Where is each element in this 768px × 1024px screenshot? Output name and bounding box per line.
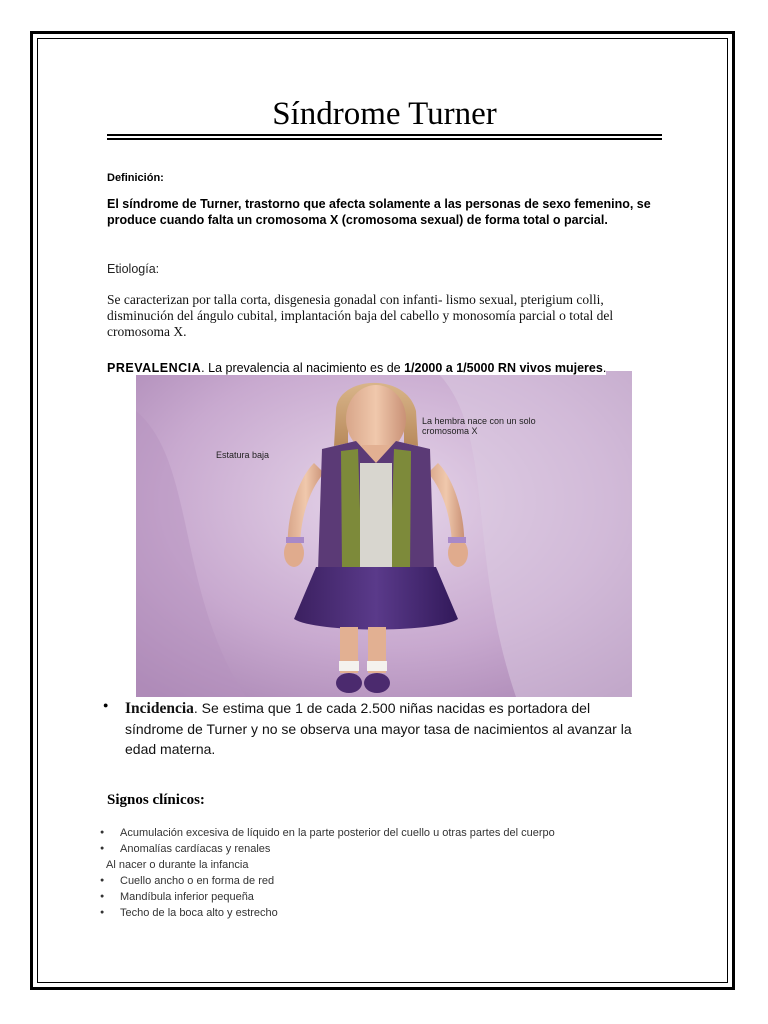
title-rule-thick	[107, 134, 662, 136]
definition-heading: Definición:	[107, 172, 164, 184]
page-title: Síndrome Turner	[272, 96, 497, 132]
etiology-heading: Etiología:	[107, 262, 160, 276]
bullet-icon: ●	[100, 845, 105, 852]
bullet-icon: ●	[100, 829, 105, 836]
list-item-text: Al nacer o durante la infancia	[106, 859, 249, 871]
prevalence-keyword: PREVALENCIA	[107, 361, 202, 375]
list-item	[98, 905, 555, 921]
bullet-icon: ●	[100, 909, 105, 916]
prevalence-end: .	[602, 361, 607, 375]
list-item-text: Techo de la boca alto y estrecho	[120, 907, 278, 919]
incidence-keyword: Incidencia	[125, 700, 194, 717]
list-item	[98, 857, 555, 873]
list-item-text: Cuello ancho o en forma de red	[120, 875, 275, 887]
list-item	[98, 873, 555, 889]
image-label-single-x: La hembra nace con un solo cromosoma X	[422, 416, 536, 436]
definition-text: El síndrome de Turner, trastorno que afecta solamente a las personas de sexo femenino, se produce cuando falta un cromosoma X (cromosoma sexual) de forma total o parcial.	[107, 197, 651, 227]
list-item	[98, 825, 555, 841]
bullet-icon: ●	[100, 893, 105, 900]
prevalence-text: . La prevalencia al nacimiento es de	[201, 361, 405, 375]
prevalence-paragraph	[107, 360, 627, 376]
etiology-text: Se caracterizan por talla corta, disgenesia gonadal con infanti- lismo sexual, pterigium colli, disminución del ángulo cubital, implantación baja del cabello y monosomía parcial o total del cromosoma X.	[107, 292, 614, 339]
incidence-paragraph	[125, 698, 645, 759]
list-item	[98, 889, 555, 905]
list-item	[98, 841, 555, 857]
bullet-icon: ●	[100, 877, 105, 884]
list-item-text: Mandíbula inferior pequeña	[120, 891, 254, 903]
incidence-text: . Se estima que 1 de cada 2.500 niñas nacidas es portadora del síndrome de Turner y no se observa una mayor tasa de nacimientos al avanzar la edad materna.	[125, 700, 632, 757]
prevalence-highlight: 1/2000 a 1/5000 RN vivos mujeres	[404, 361, 603, 375]
incidence-bullet: ●	[103, 700, 109, 710]
image-label-short-stature: Estatura baja	[216, 450, 270, 460]
signs-list	[98, 825, 555, 921]
turner-illustration	[136, 371, 632, 697]
title-rule-thin	[107, 138, 662, 140]
signs-heading: Signos clínicos:	[107, 792, 205, 808]
list-item-text: Acumulación excesiva de líquido en la parte posterior del cuello u otras partes del cuerpo	[120, 827, 555, 839]
list-item-text: Anomalías cardíacas y renales	[120, 843, 271, 855]
